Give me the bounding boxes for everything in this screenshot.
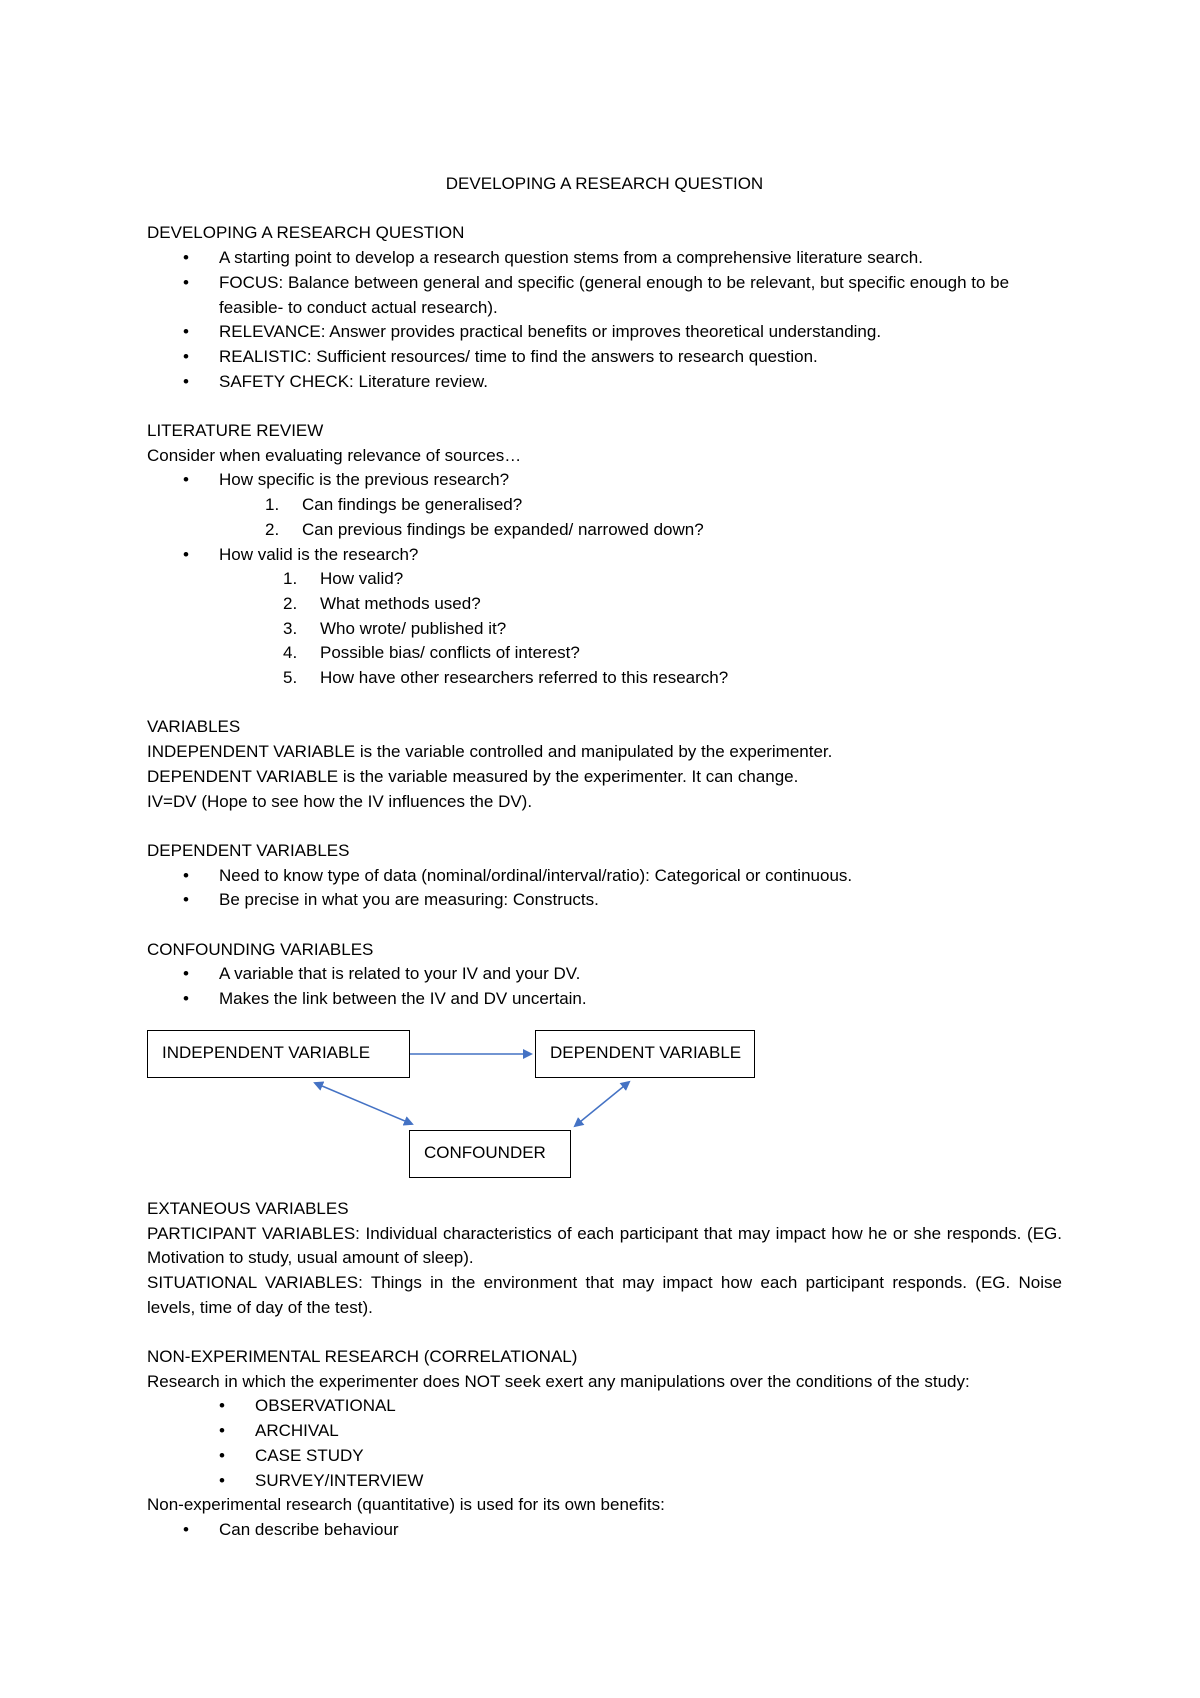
- list-item-text: Possible bias/ conflicts of interest?: [320, 643, 580, 663]
- confounding-variables-list: [147, 962, 1062, 1011]
- list-number: 2.: [265, 519, 280, 539]
- list-item: • Need to know type of data (nominal/ordinal/interval/ratio): Categorical or continuous.: [147, 864, 1062, 889]
- participant-variables-paragraph: PARTICIPANT VARIABLES: Individual characteristics of each participant that may impact how he or she responds. (EG. Motivation to study, usual amount of sleep).: [147, 1223, 1062, 1268]
- list-item-text: What methods used?: [320, 593, 481, 613]
- dependent-variable-label: DEPENDENT VARIABLE: [550, 1042, 742, 1062]
- list-item: • How specific is the previous research?: [147, 468, 1062, 493]
- literature-review-intro: Consider when evaluating relevance of sources…: [147, 445, 522, 465]
- section-heading-dependent-variables: DEPENDENT VARIABLES: [147, 840, 350, 860]
- non-experimental-intro: Research in which the experimenter does NOT seek exert any manipulations over the conditions of the study:: [147, 1371, 970, 1391]
- section-heading-literature-review: LITERATURE REVIEW: [147, 421, 324, 440]
- confounder-label: CONFOUNDER: [424, 1142, 546, 1162]
- list-number: 2.: [283, 593, 298, 613]
- dv-confounder-arrow: [575, 1082, 629, 1126]
- list-item-text: How have other researchers referred to this research?: [320, 668, 729, 688]
- list-item: [147, 617, 1062, 642]
- list-item: • SURVEY/INTERVIEW: [147, 1469, 1062, 1494]
- literature-review-list: [147, 468, 1062, 493]
- list-item: • A variable that is related to your IV and your DV.: [147, 962, 1062, 987]
- list-number: 5.: [283, 668, 298, 688]
- dependent-variable-box: [535, 1030, 755, 1078]
- list-item: • Can describe behaviour: [147, 1518, 1062, 1543]
- list-number: 3.: [283, 618, 298, 638]
- literature-review-list-2: [147, 543, 1062, 568]
- section-heading-confounding-variables: CONFOUNDING VARIABLES: [147, 939, 374, 959]
- variables-line: DEPENDENT VARIABLE is the variable measured by the experimenter. It can change.: [147, 766, 799, 786]
- variables-line: IV=DV (Hope to see how the IV influences the DV).: [147, 791, 533, 811]
- section-heading-non-experimental: NON-EXPERIMENTAL RESEARCH (CORRELATIONAL): [147, 1347, 578, 1367]
- list-item: • SAFETY CHECK: Literature review.: [147, 370, 1062, 395]
- list-item: • Makes the link between the IV and DV uncertain.: [147, 987, 1062, 1012]
- list-item: [147, 518, 1062, 543]
- iv-confounder-arrow: [315, 1083, 412, 1124]
- non-experimental-benefits-list: [147, 1518, 1062, 1543]
- independent-variable-label: INDEPENDENT VARIABLE: [162, 1042, 371, 1062]
- independent-variable-box: [147, 1030, 410, 1078]
- list-item-text: Who wrote/ published it?: [320, 618, 507, 638]
- list-item: • How valid is the research?: [147, 543, 1062, 568]
- list-item: [147, 567, 1062, 592]
- list-item-text: Can findings be generalised?: [302, 495, 523, 515]
- list-item: • Be precise in what you are measuring: Constructs.: [147, 888, 1062, 913]
- section-heading-research-question: DEVELOPING A RESEARCH QUESTION: [147, 223, 465, 243]
- non-experimental-types-list: [147, 1394, 1062, 1493]
- list-item: [147, 641, 1062, 666]
- document-title: DEVELOPING A RESEARCH QUESTION: [445, 174, 764, 193]
- list-item: [147, 666, 1062, 691]
- situational-variables-paragraph: SITUATIONAL VARIABLES: Things in the environment that may impact how each participant responds. (EG. Noise levels, time of day of the test).: [147, 1272, 1062, 1317]
- list-item: • A starting point to develop a research question stems from a comprehensive literature search.: [147, 246, 1062, 271]
- confounder-box: [409, 1130, 571, 1178]
- list-item: • OBSERVATIONAL: [147, 1394, 1062, 1419]
- list-item-text: How valid?: [320, 569, 404, 589]
- list-item: • CASE STUDY: [147, 1444, 1062, 1469]
- specificity-sublist: [147, 493, 1062, 542]
- dependent-variables-list: [147, 864, 1062, 913]
- section-heading-extraneous-variables: EXTANEOUS VARIABLES: [147, 1198, 349, 1218]
- list-number: 1.: [265, 495, 280, 515]
- list-item: • ARCHIVAL: [147, 1419, 1062, 1444]
- confounder-diagram: [147, 1022, 1062, 1197]
- list-number: 4.: [283, 643, 298, 663]
- list-number: 1.: [283, 569, 298, 589]
- list-item: • RELEVANCE: Answer provides practical benefits or improves theoretical understanding.: [147, 320, 1062, 345]
- list-item: [147, 493, 1062, 518]
- document-page: [147, 172, 1062, 1543]
- non-experimental-benefits-intro: Non-experimental research (quantitative) is used for its own benefits:: [147, 1495, 665, 1515]
- variables-line: INDEPENDENT VARIABLE is the variable controlled and manipulated by the experimenter.: [147, 742, 833, 762]
- list-item-text: Can previous findings be expanded/ narrowed down?: [302, 519, 704, 539]
- list-item: • REALISTIC: Sufficient resources/ time to find the answers to research question.: [147, 345, 1062, 370]
- list-item: [147, 592, 1062, 617]
- validity-sublist: [147, 567, 1062, 691]
- list-item: • FOCUS: Balance between general and specific (general enough to be relevant, but specific enough to be feasible- to conduct actual research).: [147, 271, 1062, 320]
- section-heading-variables: VARIABLES: [147, 717, 241, 737]
- research-question-list: [147, 246, 1062, 394]
